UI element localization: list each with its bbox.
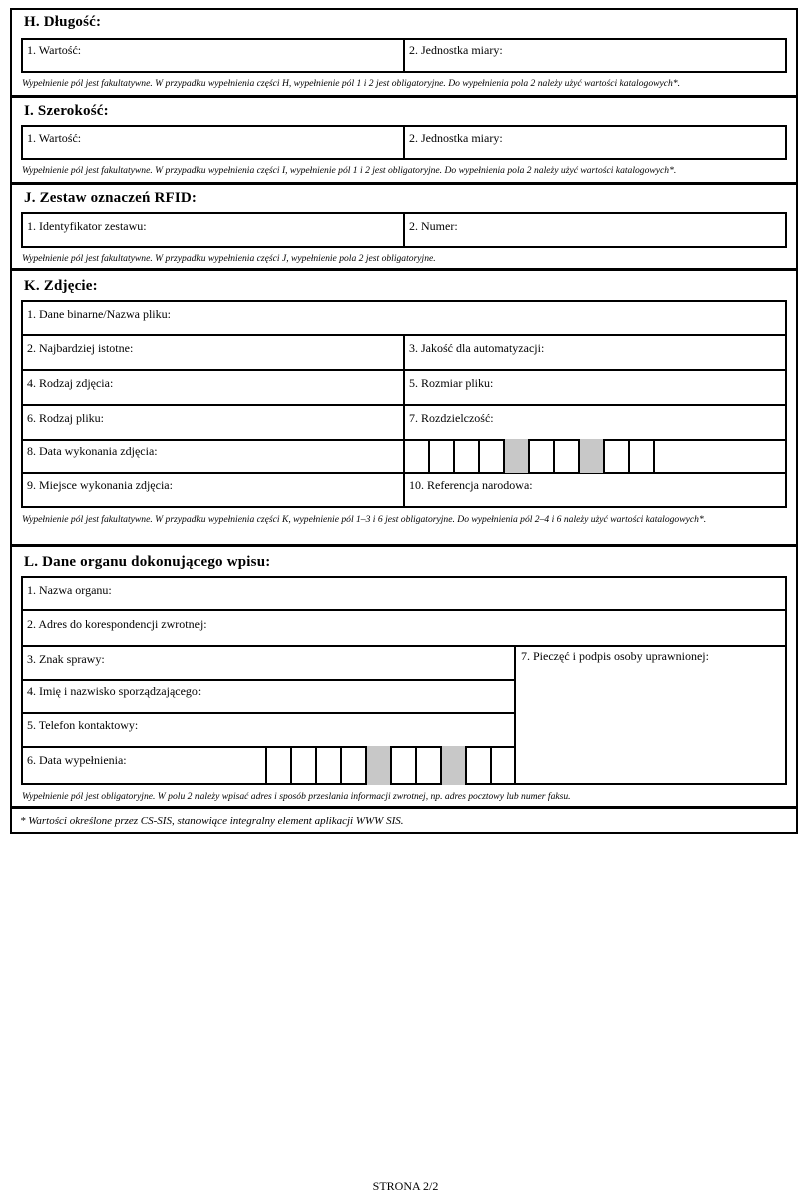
date-digit-cell[interactable] [605, 439, 630, 473]
date-digit-cell[interactable] [630, 439, 655, 473]
fill-date-label: 6. Data wypełnienia: [27, 753, 127, 767]
date-digit-cell[interactable] [267, 746, 292, 785]
section-divider [10, 806, 798, 809]
section-divider [10, 95, 798, 98]
date-separator-cell [367, 746, 392, 785]
section-l-title: L. Dane organu dokonującego wpisu: [24, 554, 271, 570]
date-separator-cell [580, 439, 605, 473]
date-digit-cell[interactable] [405, 439, 430, 473]
section-l-note: Wypełnienie pól jest obligatoryjne. W polu 2 należy wpisać adres i sposób przeslania informacji zwrotnej, np. adres pocztowy lub numer faksu. [22, 791, 571, 802]
date-digit-cell[interactable] [467, 746, 492, 785]
photo-date-label: 8. Data wykonania zdjęcia: [27, 444, 158, 458]
row-divider [21, 679, 516, 681]
date-separator-cell [505, 439, 530, 473]
date-digit-cell[interactable] [480, 439, 505, 473]
return-address-field[interactable]: 2. Adres do korespondencji zwrotnej: [27, 617, 207, 631]
photo-file-name-field[interactable]: 1. Dane binarne/Nazwa pliku: [27, 307, 171, 321]
section-divider [10, 268, 798, 271]
column-divider [403, 334, 405, 508]
date-digit-cell[interactable] [342, 746, 367, 785]
date-digit-cell[interactable] [317, 746, 342, 785]
photo-resolution-field[interactable]: 7. Rozdzielczość: [409, 411, 494, 425]
width-value-field[interactable]: 1. Wartość: [27, 131, 82, 145]
section-h-note: Wypełnienie pól jest fakultatywne. W przypadku wypełnienia części H, wypełnienie pól 1 i 2 jest obligatoryjne. Do wypełnienia pola 2 należy użyć wartości katalogowych*. [22, 78, 681, 89]
row-divider [21, 645, 787, 647]
divider [403, 212, 405, 248]
photo-place-field[interactable]: 9. Miejsce wykonania zdjęcia: [27, 478, 173, 492]
date-digit-cell[interactable] [455, 439, 480, 473]
date-digit-cell[interactable] [555, 439, 580, 473]
length-value-field[interactable]: 1. Wartość: [27, 43, 82, 57]
photo-file-size-field[interactable]: 5. Rozmiar pliku: [409, 376, 494, 390]
section-divider [10, 544, 798, 547]
date-digit-cell[interactable] [292, 746, 317, 785]
row-divider [21, 609, 787, 611]
preparer-name-field[interactable]: 4. Imię i nazwisko sporządzającego: [27, 684, 202, 698]
rfid-number-field[interactable]: 2. Numer: [409, 219, 458, 233]
case-reference-field[interactable]: 3. Znak sprawy: [27, 652, 105, 666]
length-unit-field[interactable]: 2. Jednostka miary: [409, 43, 503, 57]
date-digit-cell[interactable] [392, 746, 417, 785]
width-unit-field[interactable]: 2. Jednostka miary: [409, 131, 503, 145]
section-h-title: H. Długość: [24, 14, 102, 30]
photo-type-field[interactable]: 4. Rodzaj zdjęcia: [27, 376, 114, 390]
section-i-title: I. Szerokość: [24, 103, 109, 119]
rfid-set-id-field[interactable]: 1. Identyfikator zestawu: [27, 219, 147, 233]
divider [403, 38, 405, 73]
date-digit-cell[interactable] [417, 746, 442, 785]
section-i-note: Wypełnienie pól jest fakultatywne. W przypadku wypełnienia części I, wypełnienie pól 1 i 2 jest obligatoryjne. Do wypełnienia pola 2 należy użyć wartości katalogowych*. [22, 165, 677, 176]
date-digit-cell[interactable] [492, 746, 515, 785]
section-j-note: Wypełnienie pól jest fakultatywne. W przypadku wypełnienia części J, wypełnienie pola 2 jest obligatoryjne. [22, 253, 436, 264]
date-digit-cell[interactable] [430, 439, 455, 473]
section-k-note: Wypełnienie pól jest fakultatywne. W przypadku wypełnienia części K, wypełnienie pól 1–3 i 6 jest obligatoryjne. Do wypełnienia pól 2–4 i 6 należy użyć wartości katalogowych*. [22, 514, 707, 525]
authority-name-field[interactable]: 1. Nazwa organu: [27, 583, 112, 597]
section-k-title: K. Zdjęcie: [24, 278, 98, 294]
section-j-title: J. Zestaw oznaczeń RFID: [24, 190, 198, 206]
stamp-signature-field[interactable]: 7. Pieczęć i podpis osoby uprawnionej: [521, 649, 709, 663]
fill-date-input[interactable] [265, 746, 515, 785]
catalog-footnote: * Wartości określone przez CS-SIS, stanowiące integralny element aplikacji WWW SIS. [20, 815, 404, 827]
photo-national-reference-field[interactable]: 10. Referencja narodowa: [409, 478, 533, 492]
date-digit-cell[interactable] [530, 439, 555, 473]
date-separator-cell [442, 746, 467, 785]
contact-phone-field[interactable]: 5. Telefon kontaktowy: [27, 718, 139, 732]
photo-date-input[interactable] [405, 439, 655, 473]
divider [403, 125, 405, 160]
photo-quality-field[interactable]: 3. Jakość dla automatyzacji: [409, 341, 545, 355]
photo-most-relevant-field[interactable]: 2. Najbardziej istotne: [27, 341, 134, 355]
section-divider [10, 182, 798, 185]
row-divider [21, 712, 516, 714]
photo-file-type-field[interactable]: 6. Rodzaj pliku: [27, 411, 104, 425]
page-number: STRONA 2/2 [372, 1179, 439, 1193]
